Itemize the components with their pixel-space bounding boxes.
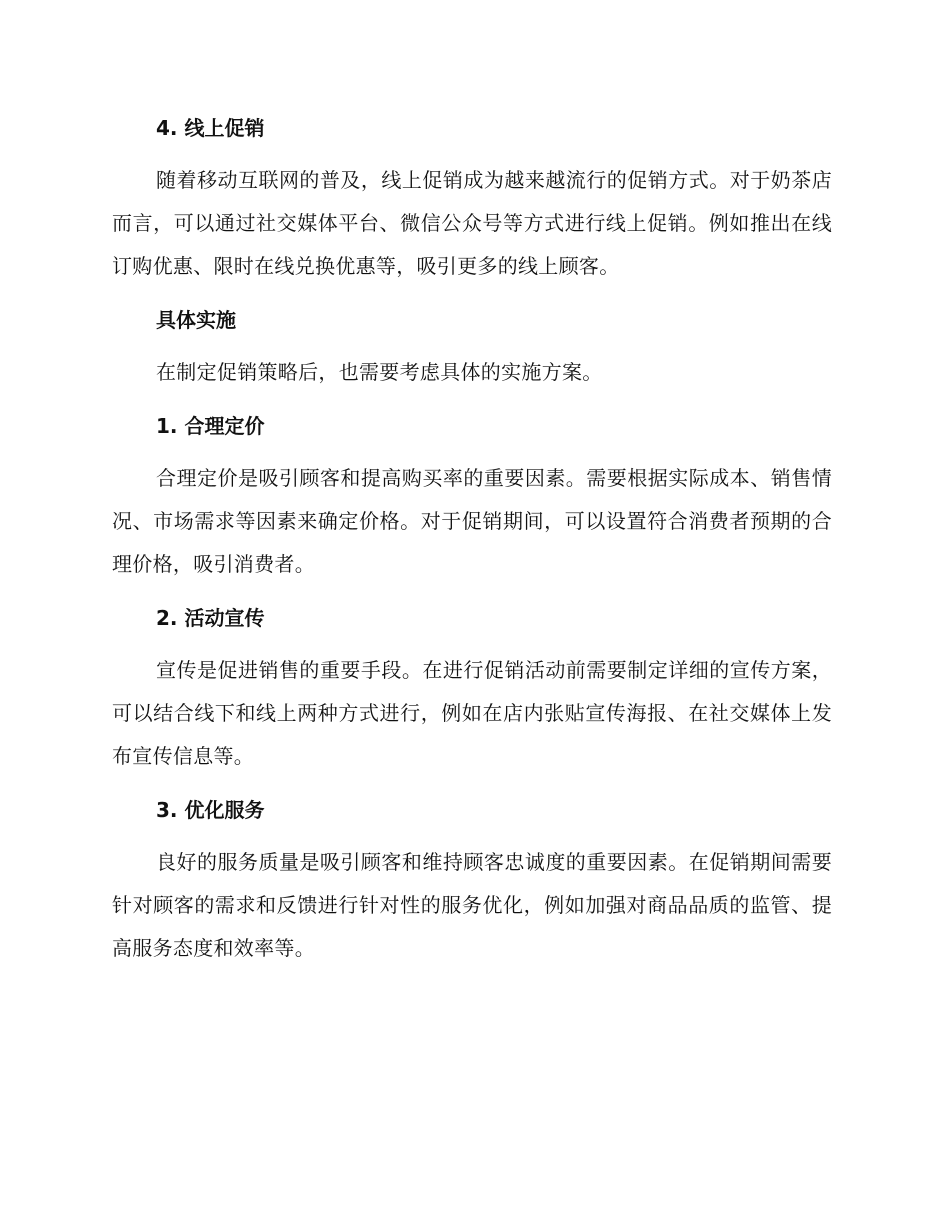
document-page <box>112 108 832 970</box>
section-paragraph-service-optimization: 良好的服务质量是吸引顾客和维持顾客忠诚度的重要因素。在促销期间需要针对顾客的需求和反馈进行针对性的服务优化，例如加强对商品品质的监管、提高服务态度和效率等。 <box>112 850 832 960</box>
section-heading-event-publicity: 2. 活动宣传 <box>156 606 265 630</box>
section-paragraph-event-publicity: 宣传是促进销售的重要手段。在进行促销活动前需要制定详细的宣传方案，可以结合线下和线上两种方式进行，例如在店内张贴宣传海报、在社交媒体上发布宣传信息等。 <box>112 658 832 768</box>
section-heading-online-promotion: 4. 线上促销 <box>156 116 265 140</box>
section-paragraph-online-promotion: 随着移动互联网的普及，线上促销成为越来越流行的促销方式。对于奶茶店而言，可以通过社交媒体平台、微信公众号等方式进行线上促销。例如推出在线订购优惠、限时在线兑换优惠等，吸引更多的线上顾客。 <box>112 168 832 278</box>
section-heading-reasonable-pricing: 1. 合理定价 <box>156 414 265 438</box>
section-paragraph-reasonable-pricing: 合理定价是吸引顾客和提高购买率的重要因素。需要根据实际成本、销售情况、市场需求等因素来确定价格。对于促销期间，可以设置符合消费者预期的合理价格，吸引消费者。 <box>112 466 832 576</box>
section-heading-implementation: 具体实施 <box>156 308 236 332</box>
section-heading-service-optimization: 3. 优化服务 <box>156 798 265 822</box>
section-paragraph-implementation: 在制定促销策略后，也需要考虑具体的实施方案。 <box>156 360 603 384</box>
